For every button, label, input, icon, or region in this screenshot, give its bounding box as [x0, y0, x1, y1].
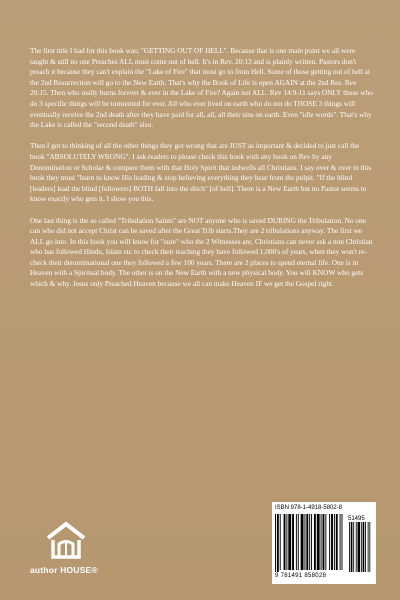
barcode-bar — [309, 514, 310, 570]
authorhouse-house-logo-icon — [44, 520, 88, 560]
barcode-addon-bar — [349, 522, 350, 572]
barcode-bar — [336, 514, 338, 570]
barcode-bar — [292, 514, 294, 570]
barcode-addon-bar — [361, 522, 362, 572]
barcode-bar — [304, 514, 305, 570]
barcode-addon-bar — [368, 522, 369, 572]
barcode-addon-bar — [369, 522, 370, 572]
barcode-bar — [306, 514, 308, 570]
barcode-bar — [342, 514, 343, 570]
barcode-bar — [277, 514, 279, 572]
barcode-addon-bar — [365, 522, 366, 572]
back-cover-text — [30, 46, 375, 300]
barcode-bar — [311, 514, 312, 570]
barcode-addon-bar — [358, 522, 361, 572]
barcode-bar — [323, 514, 325, 570]
barcode-bar — [325, 514, 326, 570]
barcode-addon-bar — [353, 522, 354, 572]
barcode-bar — [286, 514, 287, 570]
barcode-bar — [288, 514, 291, 570]
barcode-bar — [284, 514, 286, 570]
barcode-bar — [314, 514, 316, 570]
barcode-bar — [280, 514, 281, 570]
barcode-bar — [321, 514, 322, 570]
paragraph-2: Then I got to thinking of all the other things they got wrong that are JUST as important & decided to just call the book "ABSOLUTELY WRONG". I ask readers to please check this book with any book on Rev by any Denomination or Scholar & compare them with that Holy Spirit that indwells all Christians. I say over & over in this book they must "learn to know His leading & stop believing everything they hear from the pulpit. "If the blind [leaders] lead the blind [followers] BOTH fall into the ditch" [of hell]. There is a New Earth but no Pastor seems to know exactly who gets it. I show you this. — [30, 141, 372, 204]
ean-digits: 9 781491 858028 — [275, 573, 327, 579]
publisher-logo — [30, 520, 110, 580]
barcode-addon-bar — [356, 522, 357, 572]
barcode-bar — [329, 514, 330, 570]
isbn-barcode — [272, 502, 376, 584]
paragraph-3: One last thing is the so called "Tribulation Saints" are NOT anyone who is saved DURING the Tribulation. No one can who did not accept Christ can be saved after the Great Trib starts.They are 2 tribulations anyway. The first we ALL go into. In this book you will know for "sure" who the 2 Witnesses are. Christians can never ask a non Christian who has followed Hindu, Islam etc to check their teaching they have followed 1,000's of years, when they won't re-check their denominational one they followed a few 100 years. There are 2 places to spend eternal life. One is in Heaven with a Spiritual body. The other is on the New Earth with a new physical body. You will KNOW who gets which & why. Jesus only Preached Heaven because we all can make Heaven IF we get the Gospel right. — [30, 215, 373, 289]
barcode-addon-bar — [351, 522, 353, 572]
barcode-bar — [340, 514, 341, 570]
barcode-bar — [301, 514, 304, 570]
isbn-label: ISBN 978-1-4918-5802-8 — [275, 505, 343, 511]
barcode-bar — [317, 514, 320, 570]
barcode-bar — [296, 514, 297, 570]
barcode-addon-bar — [363, 522, 365, 572]
paragraph-1: The first title I had for this book was; "GETTING OUT OF HELL". Because that is one main point we all were taught & still no one Preaches ALL must come out of hell. It's in Rev. 20:13 and is plainly written. Pastors don't preach it because they can't explain the "Lake of Fire" that most go to from Hell. Some of those getting out of hell at the 2nd Resurrection will go to the New Earth. That's why the Book of Life is open AGAIN at the 2nd Res. Rev 20:15. Then who really burns forever & ever in the Lake of Fire? Again not ALL. Rev 14:9-11 says ONLY those who do 3 specific things will be tormented for ever. All who ever lived on earth who do not do THOSE 3 things will eventually receive the 2nd death after they have paid for all, all, all their sins on earth. Even "idle words". That's why the Lake is called the "second death" also. — [30, 46, 373, 130]
price-code: 51495 — [348, 516, 365, 522]
barcode-bars — [275, 514, 373, 574]
barcode-bar — [334, 514, 335, 570]
barcode-bar — [331, 514, 333, 570]
barcode-bar — [298, 514, 299, 570]
barcode-bar — [275, 514, 276, 572]
publisher-name: author HOUSE® — [30, 565, 98, 575]
